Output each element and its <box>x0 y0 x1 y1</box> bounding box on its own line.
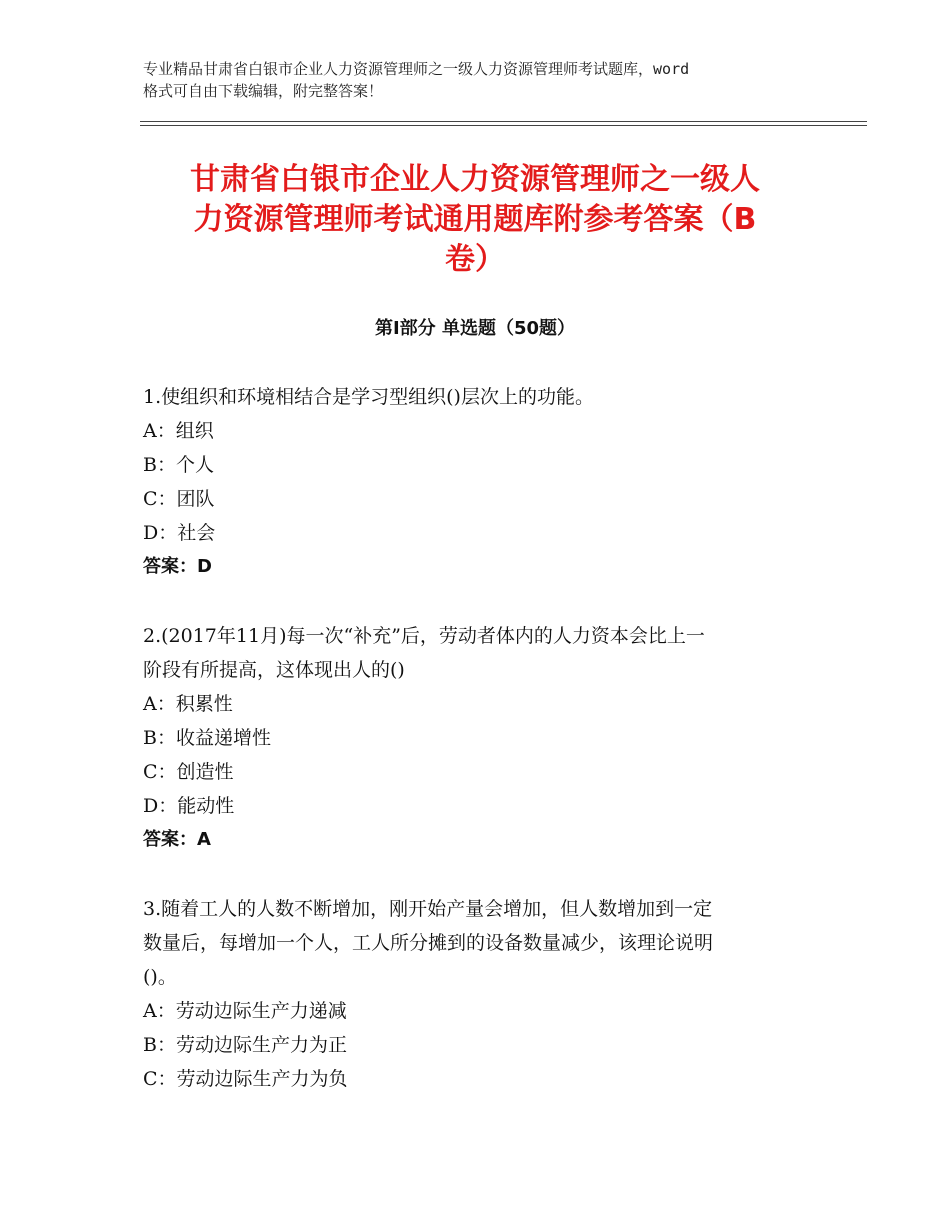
header-divider-top <box>140 121 867 122</box>
header-line-2: 格式可自由下载编辑，附完整答案！ <box>143 82 384 100</box>
option-b: B：劳动边际生产力为正 <box>143 1034 347 1056</box>
question-stem-line-1: 2.(2017年11月)每一次“补充”后，劳动者体内的人力资本会比上一 <box>143 625 705 647</box>
option-d: D：社会 <box>143 522 216 544</box>
header-line-1: 专业精品甘肃省白银市企业人力资源管理师之一级人力资源管理师考试题库，word <box>143 60 690 78</box>
question-stem-line-2: 数量后，每增加一个人，工人所分摊到的设备数量减少，该理论说明 <box>143 932 714 954</box>
option-a: A：组织 <box>143 420 214 442</box>
option-a: A：积累性 <box>143 693 233 715</box>
option-d: D：能动性 <box>143 795 235 817</box>
option-b: B：收益递增性 <box>143 727 271 749</box>
question-stem-line-1: 3.随着工人的人数不断增加，刚开始产量会增加，但人数增加到一定 <box>143 898 713 920</box>
answer: 答案：D <box>143 556 212 577</box>
answer: 答案：A <box>143 829 211 850</box>
option-a: A：劳动边际生产力递减 <box>143 1000 347 1022</box>
option-c: C：劳动边际生产力为负 <box>143 1068 348 1090</box>
question-2 <box>143 619 808 857</box>
option-b: B：个人 <box>143 454 214 476</box>
title-line-3: 卷） <box>445 242 505 277</box>
header-divider-bottom <box>140 125 867 126</box>
question-3 <box>143 892 808 1096</box>
section-title: 第Ⅰ部分 单选题（50题） <box>374 318 575 339</box>
question-stem: 1.使组织和环境相结合是学习型组织()层次上的功能。 <box>143 386 594 408</box>
question-stem-line-3: ()。 <box>143 966 177 988</box>
question-stem-line-2: 阶段有所提高，这体现出人的() <box>143 659 405 681</box>
page-header <box>143 58 823 102</box>
question-1 <box>143 380 808 584</box>
title-line-1: 甘肃省白银市企业人力资源管理师之一级人 <box>190 162 760 197</box>
title-line-2: 力资源管理师考试通用题库附参考答案（B <box>193 202 757 237</box>
option-c: C：创造性 <box>143 761 234 783</box>
document-title <box>140 160 810 280</box>
option-c: C：团队 <box>143 488 215 510</box>
